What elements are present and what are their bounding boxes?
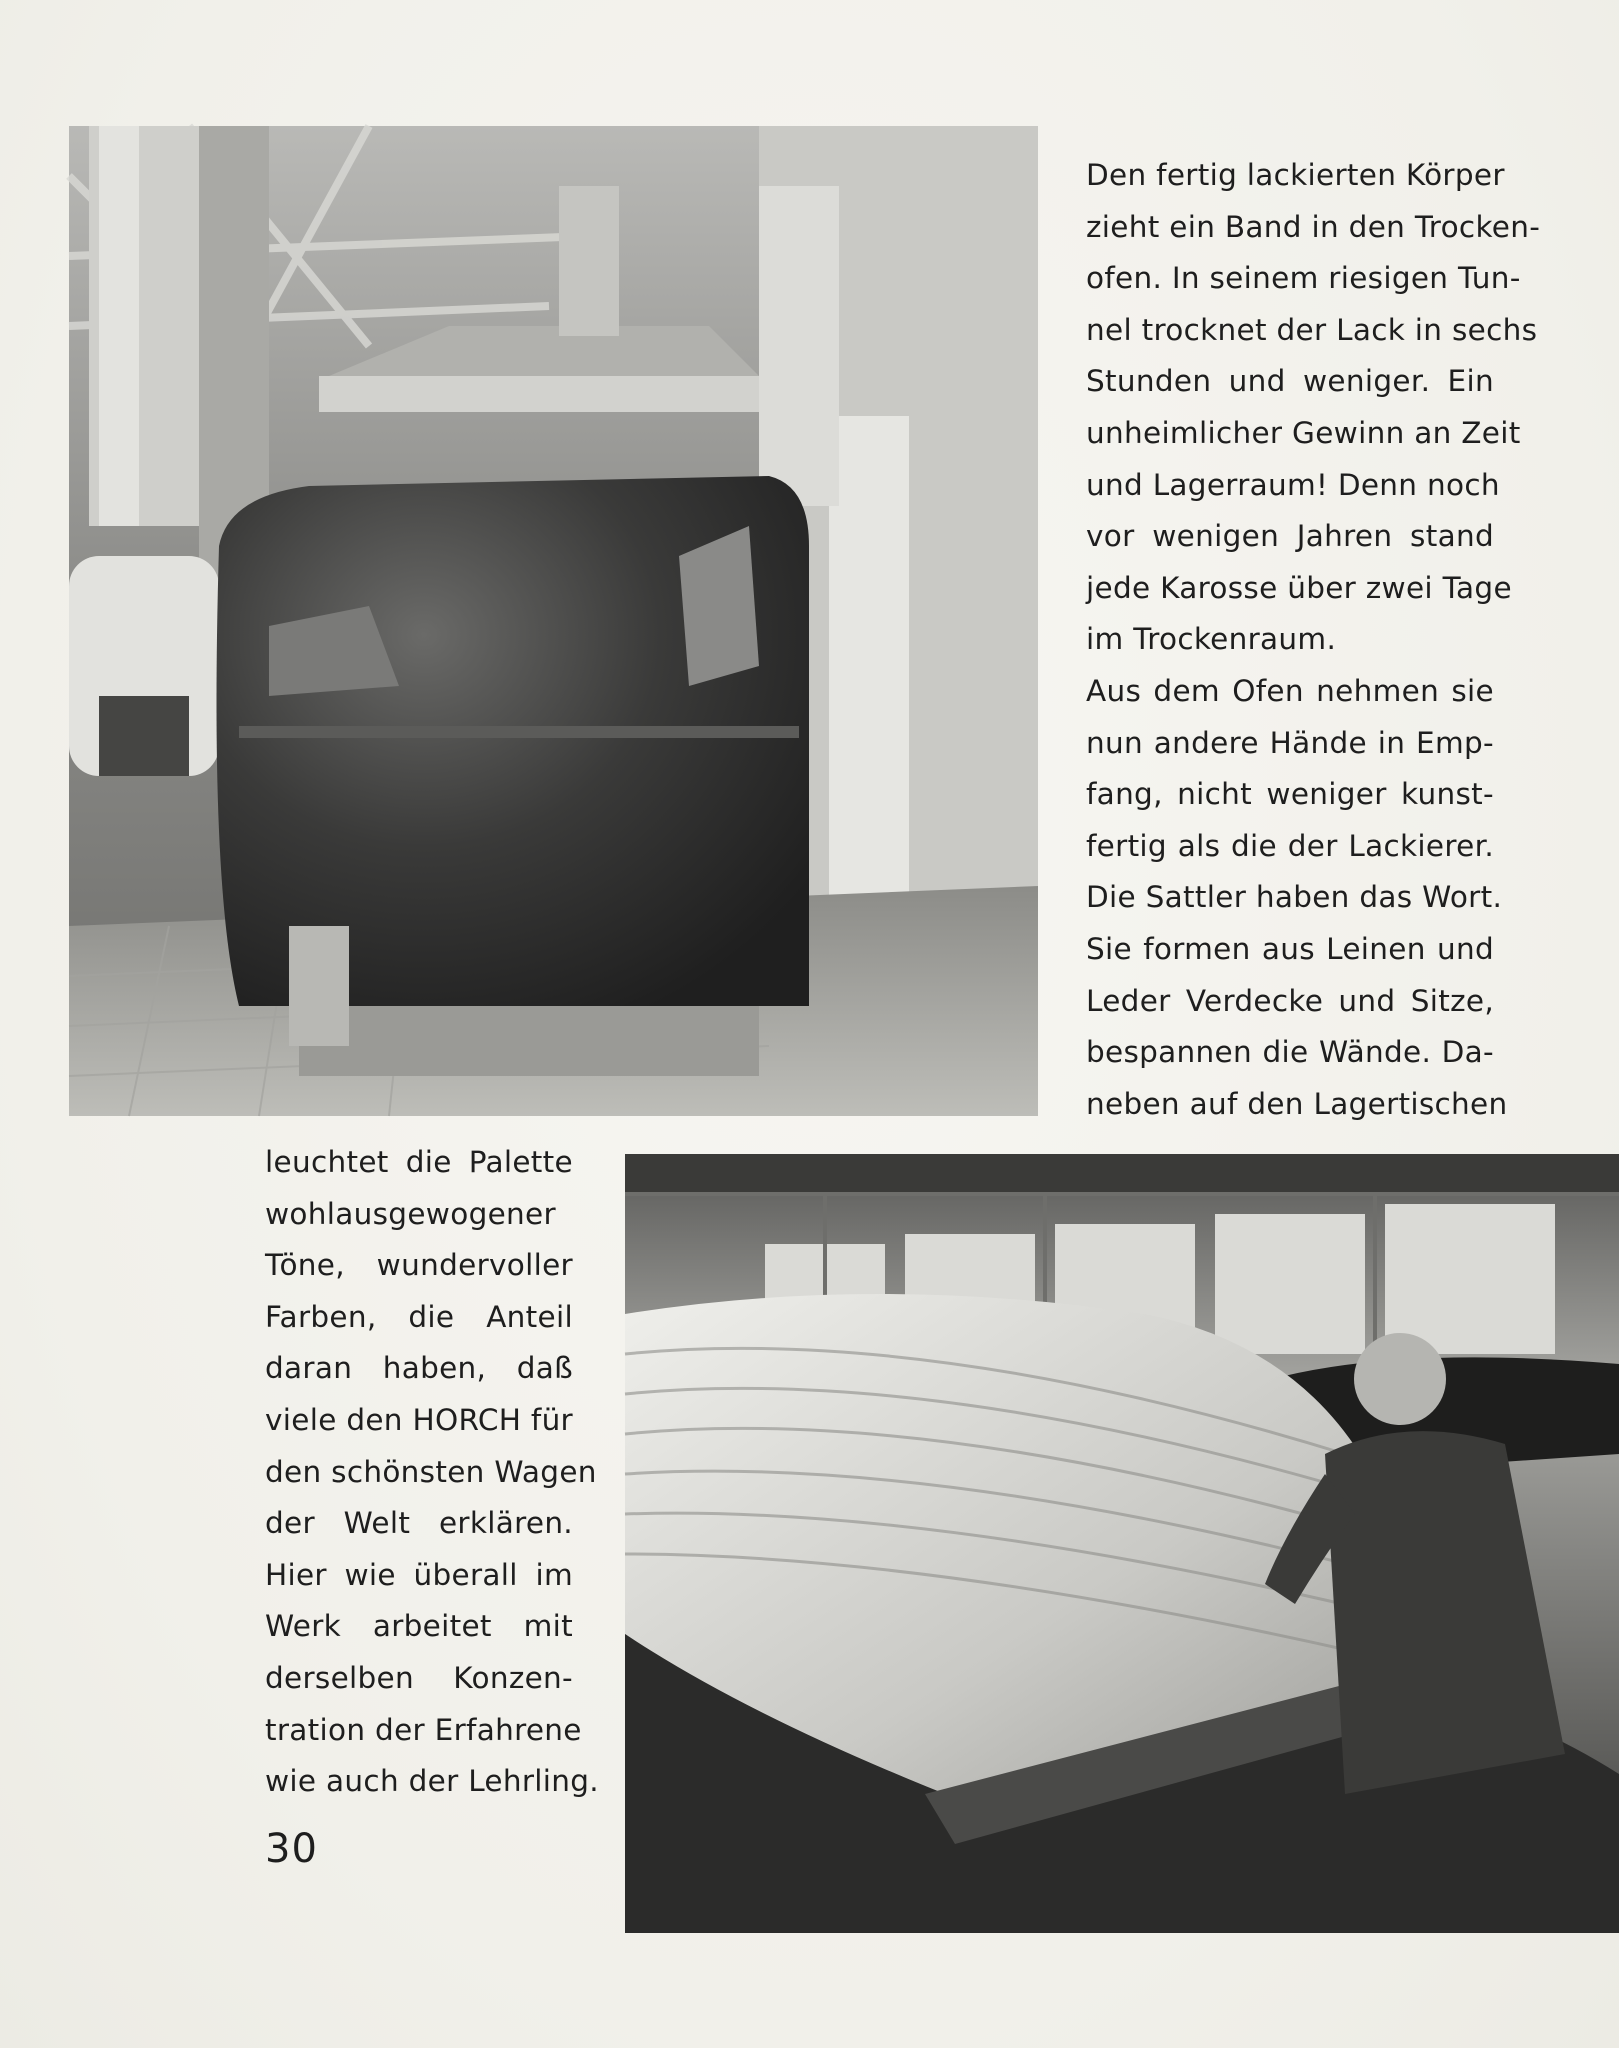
- photo-upholsterer-roof-image: [625, 1154, 1619, 1933]
- text-line: Die Sattler haben das Wort.: [1086, 880, 1503, 915]
- text-line: Hier wie überall im: [265, 1557, 573, 1592]
- text-line: bespannen die Wände. Da-: [1086, 1035, 1494, 1070]
- text-line: Stunden und weniger. Ein: [1086, 364, 1494, 399]
- text-line: tration der Erfahrene: [265, 1712, 582, 1747]
- text-line: nel trocknet der Lack in sechs: [1086, 312, 1538, 347]
- text-line: leuchtet die Palette: [265, 1145, 573, 1179]
- text-line: der Welt erklären.: [265, 1506, 573, 1541]
- text-line: und Lagerraum! Denn noch: [1086, 467, 1500, 502]
- text-line: wohlausgewogener: [265, 1196, 556, 1231]
- text-line: zieht ein Band in den Trocken-: [1086, 209, 1541, 244]
- text-line: Den fertig lackierten Körper: [1086, 158, 1505, 192]
- photo-car-body-drying-oven: [69, 126, 1038, 1116]
- text-line: jede Karosse über zwei Tage: [1086, 570, 1512, 605]
- text-line: ofen. In seinem riesigen Tun-: [1086, 261, 1521, 296]
- text-line: Farben, die Anteil: [265, 1299, 573, 1334]
- text-line: daran haben, daß: [265, 1351, 573, 1386]
- text-line: vor wenigen Jahren stand: [1086, 519, 1494, 554]
- text-line: Leder Verdecke und Sitze,: [1086, 983, 1494, 1018]
- text-line: Töne, wundervoller: [265, 1248, 573, 1283]
- text-line: Sie formen aus Leinen und: [1086, 931, 1494, 966]
- text-line: derselben Konzen-: [265, 1660, 573, 1695]
- text-line: im Trockenraum.: [1086, 622, 1337, 657]
- text-line: Werk arbeitet mit: [265, 1609, 573, 1644]
- left-column-text: [265, 1137, 599, 1808]
- text-line: den schönsten Wagen: [265, 1454, 597, 1489]
- text-line: nun andere Hände in Emp-: [1086, 725, 1494, 760]
- photo-car-body-drying-oven-image: [69, 126, 1038, 1116]
- text-line: unheimlicher Gewinn an Zeit: [1086, 415, 1521, 450]
- text-line: Aus dem Ofen nehmen sie: [1086, 673, 1494, 708]
- text-line: fertig als die der Lackierer.: [1086, 828, 1494, 863]
- photo-upholsterer-roof: [625, 1154, 1619, 1933]
- text-line: neben auf den Lagertischen: [1086, 1086, 1508, 1121]
- right-column-text: [1086, 150, 1541, 1130]
- text-line: viele den HORCH für: [265, 1402, 573, 1437]
- text-line: wie auch der Lehrling.: [265, 1764, 599, 1799]
- page-number: 30: [265, 1826, 318, 1872]
- text-line: fang, nicht weniger kunst-: [1086, 777, 1494, 812]
